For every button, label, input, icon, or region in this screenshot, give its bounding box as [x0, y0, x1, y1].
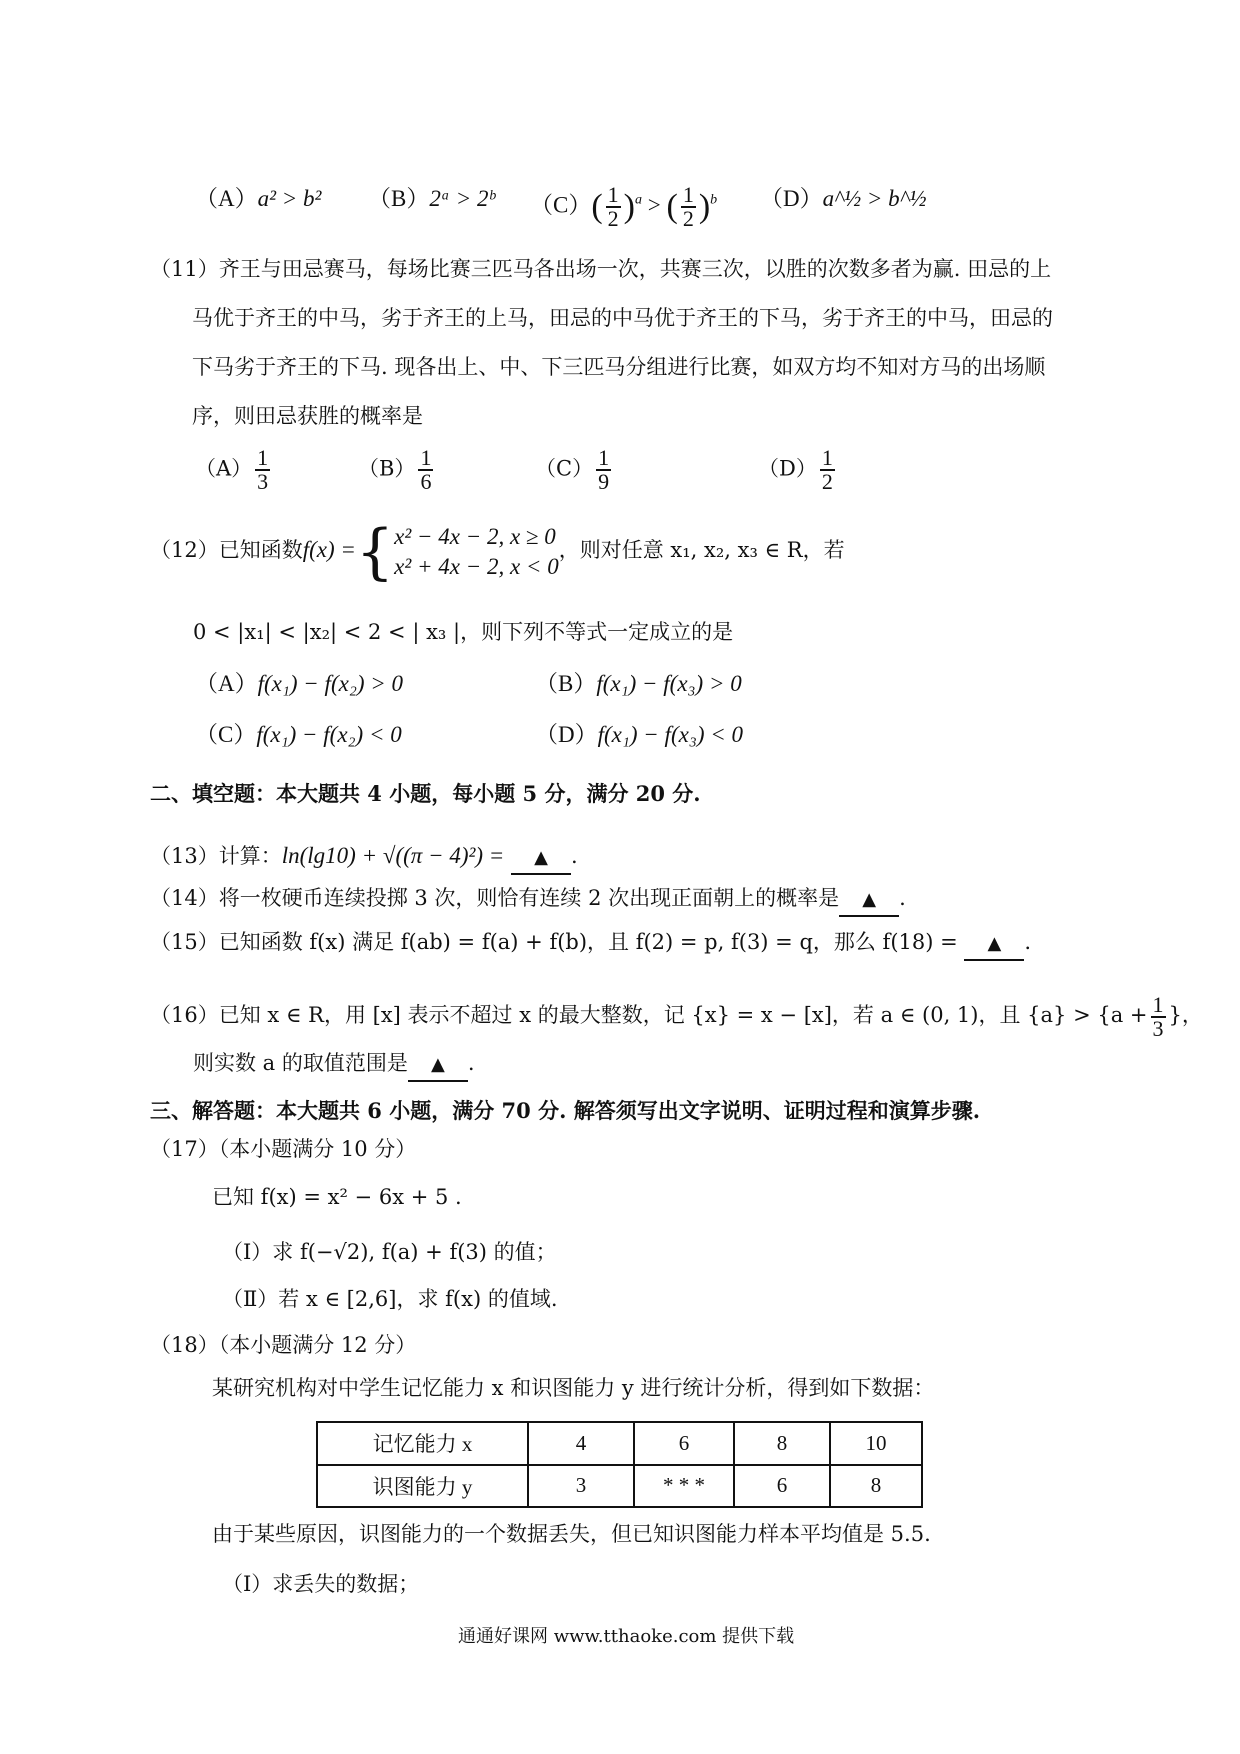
- q14-text: （14）将一枚硬币连续投掷 3 次，则恰有连续 2 次出现正面朝上的概率是: [150, 886, 840, 910]
- option-label: （C）: [535, 456, 594, 481]
- q11-option-d: [758, 447, 838, 493]
- q16-line2-text: 则实数 a 的取值范围是: [193, 1051, 408, 1075]
- exponent: b: [710, 192, 718, 208]
- fraction-den: 9: [598, 469, 610, 494]
- option-label: （D）: [760, 186, 823, 211]
- period: .: [467, 1051, 475, 1075]
- q16-close: }，: [1168, 1003, 1203, 1027]
- q17-part2: （Ⅱ）若 x ∈ [2,6]，求 f(x) 的值域.: [222, 1287, 558, 1311]
- fraction-den: 3: [257, 469, 269, 494]
- period: .: [899, 886, 906, 910]
- function-name: f(x) =: [302, 537, 356, 562]
- q11-option-b: [358, 447, 436, 493]
- answer-blank: ▲: [839, 885, 899, 917]
- option-label: （A）: [195, 456, 253, 481]
- option-label: （B）: [368, 186, 430, 211]
- fraction-num: 1: [1152, 991, 1164, 1017]
- fraction-num: 1: [420, 445, 432, 470]
- q11-option-c: [535, 447, 614, 493]
- page-footer: 通通好课网 www.tthaoke.com 提供下载: [458, 1626, 795, 1647]
- q18-intro: 某研究机构对中学生记忆能力 x 和识图能力 y 进行统计分析，得到如下数据：: [212, 1376, 935, 1400]
- q11-line: 序，则田忌获胜的概率是: [192, 404, 423, 428]
- q10-option-b: [368, 184, 495, 214]
- q13-expr: ln(lg10) + √((π − 4)²) =: [281, 843, 505, 868]
- answer-blank: ▲: [511, 843, 571, 875]
- q12-option-a: [195, 669, 403, 699]
- q12-stem: （12）已知函数f(x) ={ x² − 4x − 2, x ≥ 0 x² + 4x − 2, x < 0 ，则对任意 x₁, x₂, x₃ ∈ R，若: [150, 516, 845, 587]
- q16-line2: [193, 1048, 475, 1082]
- table-cell: 6: [734, 1465, 830, 1508]
- q10-option-a: [195, 184, 321, 214]
- q12-condition: 0 < |x₁| < |x₂| < 2 < | x₃ |，则下列不等式一定成立的是: [193, 620, 734, 644]
- option-label: （A）: [195, 186, 258, 211]
- option-label: （D）: [758, 456, 817, 481]
- q16: [150, 990, 1203, 1040]
- q10-option-d: [760, 184, 927, 214]
- table-row: [317, 1465, 922, 1508]
- q18-heading: （18）（本小题满分 12 分）: [150, 1333, 417, 1357]
- answer-blank: ▲: [408, 1050, 468, 1082]
- fraction-num: 1: [257, 445, 269, 470]
- operator: >: [647, 192, 661, 218]
- option-expr: a^½ > b^½: [822, 186, 927, 211]
- q11-line: 下马劣于齐王的下马. 现各出上、中、下三匹马分组进行比赛，如双方均不知对方马的出场顺: [192, 355, 1046, 379]
- q18-note: 由于某些原因，识图能力的一个数据丢失，但已知识图能力样本平均值是 5.5.: [212, 1522, 931, 1546]
- fraction-den: 6: [420, 469, 432, 494]
- option-label: （D）: [535, 722, 598, 747]
- case-2: x² + 4x − 2, x < 0: [394, 553, 559, 579]
- fraction-den: 2: [821, 469, 833, 494]
- table-cell: 3: [528, 1465, 634, 1508]
- fraction-num: 1: [607, 182, 619, 207]
- answer-blank: ▲: [964, 929, 1024, 961]
- option-label: （B）: [358, 456, 416, 481]
- table-row: [317, 1422, 922, 1465]
- option-label: （C）: [195, 722, 257, 747]
- fraction-num: 1: [598, 445, 610, 470]
- q16-text: （16）已知 x ∈ R，用 [x] 表示不超过 x 的最大整数，记 {x} = x − [x]，若 a ∈ (0, 1)，且 {a} > {a +: [150, 1003, 1148, 1027]
- section-heading: 三、解答题：本大题共 6 小题，满分 70 分. 解答须写出文字说明、证明过程和演算步骤.: [150, 1098, 981, 1123]
- table-cell: 识图能力 y: [317, 1465, 528, 1508]
- period: .: [1024, 930, 1032, 954]
- option-label: （C）: [530, 192, 592, 218]
- q12-option-c: [195, 720, 402, 750]
- data-table: [316, 1421, 923, 1508]
- q13-prefix: （13）计算：: [150, 844, 282, 868]
- q11-line: （11）齐王与田忌赛马，每场比赛三匹马各出场一次，共赛三次，以胜的次数多者为赢. 田忌的上: [150, 257, 1052, 281]
- option-label: （B）: [535, 671, 597, 696]
- fraction-den: 2: [682, 206, 694, 231]
- period: .: [571, 844, 578, 868]
- q10-option-c: （C）( $\frac{1}{2}$ )$^a$ > ( $\frac{1}{2}$ )$^b$: [530, 182, 718, 231]
- table-cell: 4: [528, 1422, 634, 1465]
- option-expr: f(x₁) − f(x₂) < 0: [256, 722, 402, 747]
- option-expr: f(x₁) − f(x₃) > 0: [596, 671, 742, 696]
- fraction-den: 2: [607, 206, 619, 231]
- table-cell: 6: [634, 1422, 734, 1465]
- table-cell: 10: [830, 1422, 922, 1465]
- section-heading: 二、填空题：本大题共 4 小题，每小题 5 分，满分 20 分.: [150, 781, 701, 806]
- option-expr: f(x₁) − f(x₂) > 0: [257, 671, 403, 696]
- q12-option-d: [535, 720, 743, 750]
- q14: [150, 883, 906, 917]
- option-label: （A）: [195, 671, 258, 696]
- q18-part1: （Ⅰ）求丢失的数据；: [222, 1572, 420, 1596]
- q17-given: 已知 f(x) = x² − 6x + 5 .: [212, 1185, 462, 1209]
- fraction-num: 1: [682, 182, 694, 207]
- q11-line: 马优于齐王的中马，劣于齐王的上马，田忌的中马优于齐王的下马，劣于齐王的中马，田忌的: [192, 306, 1053, 330]
- q17-part1: （Ⅰ）求 f(−√2), f(a) + f(3) 的值；: [222, 1240, 557, 1264]
- option-expr: f(x₁) − f(x₃) < 0: [597, 722, 743, 747]
- table-cell: 记忆能力 x: [317, 1422, 528, 1465]
- fraction-den: 3: [1152, 1015, 1164, 1041]
- table-cell: * * *: [634, 1465, 734, 1508]
- q17-heading: （17）（本小题满分 10 分）: [150, 1137, 417, 1161]
- q15: [150, 927, 1031, 961]
- table-cell: 8: [734, 1422, 830, 1465]
- fraction-num: 1: [821, 445, 833, 470]
- table-cell: 8: [830, 1465, 922, 1508]
- q15-text: （15）已知函数 f(x) 满足 f(ab) = f(a) + f(b)，且 f(2) = p, f(3) = q，那么 f(18) =: [150, 930, 958, 954]
- exponent: a: [635, 192, 642, 208]
- q12-option-b: [535, 669, 742, 699]
- option-expr: 2ᵃ > 2ᵇ: [429, 186, 495, 211]
- q11-option-a: [195, 447, 273, 493]
- q12-prefix: （12）已知函数: [150, 538, 303, 562]
- option-expr: a² > b²: [257, 186, 322, 211]
- q13: [150, 841, 578, 875]
- case-1: x² − 4x − 2, x ≥ 0: [394, 523, 556, 549]
- q12-suffix: ，则对任意 x₁, x₂, x₃ ∈ R，若: [558, 538, 845, 562]
